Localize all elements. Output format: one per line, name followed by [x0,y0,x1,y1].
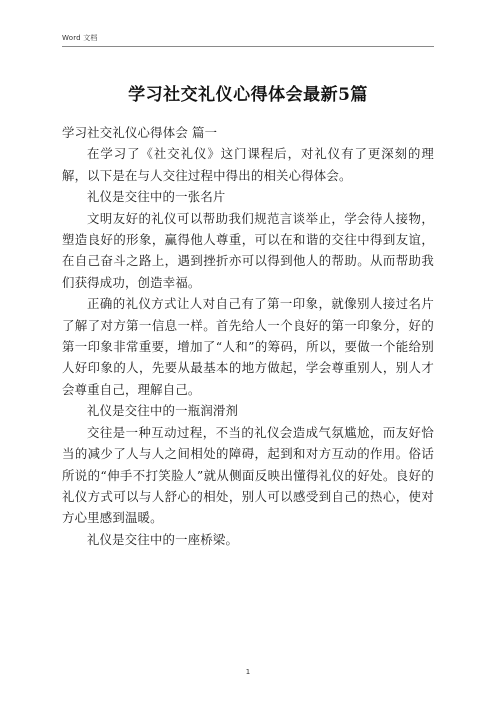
body-paragraph: 交往是一种互动过程，不当的礼仪会造成气氛尴尬，而友好恰当的减少了人与人之间相处的障碍，起到和对方互动的作用。俗话所说的“伸手不打笑脸人”就从侧面反映出懂得礼仪的好处。良好的礼仪方式可以与人舒心的相处，别人可以感受到自己的热心，使对方心里感到温暖。 [62,424,434,526]
document-body [62,122,434,550]
body-paragraph: 在学习了《社交礼仪》这门课程后，对礼仪有了更深刻的理解，以下是在与人交往过程中得出的相关心得体会。 [62,146,434,183]
document-title: 学习社交礼仪心得体会最新5篇 [128,85,368,105]
header-divider [62,46,434,47]
section-heading: 礼仪是交往中的一瓶润滑剂 [87,403,239,419]
section-heading: 礼仪是交往中的一张名片 [87,189,226,205]
body-paragraph: 正确的礼仪方式让人对自己有了第一印象，就像别人接过名片了解了对方第一信息一样。首先给人一个良好的第一印象分，好的第一印象非常重要，增加了“人和”的筹码，所以，要做一个能给别人好印象的人，先要从最基本的地方做起，学会尊重别人，别人才会尊重自己，理解自己。 [62,296,434,397]
section-heading: 礼仪是交往中的一座桥梁。 [87,531,239,547]
page-number: 1 [245,668,251,676]
header-label: Word 文档 [62,34,98,42]
body-paragraph: 文明友好的礼仪可以帮助我们规范言谈举止，学会待人接物，塑造良好的形象，赢得他人尊重，可以在和谐的交往中得到友谊，在自己奋斗之路上，遇到挫折亦可以得到他人的帮助。从而帮助我们获得成功，创造幸福。 [62,210,434,290]
section-subtitle: 学习社交礼仪心得体会 篇一 [62,125,218,140]
